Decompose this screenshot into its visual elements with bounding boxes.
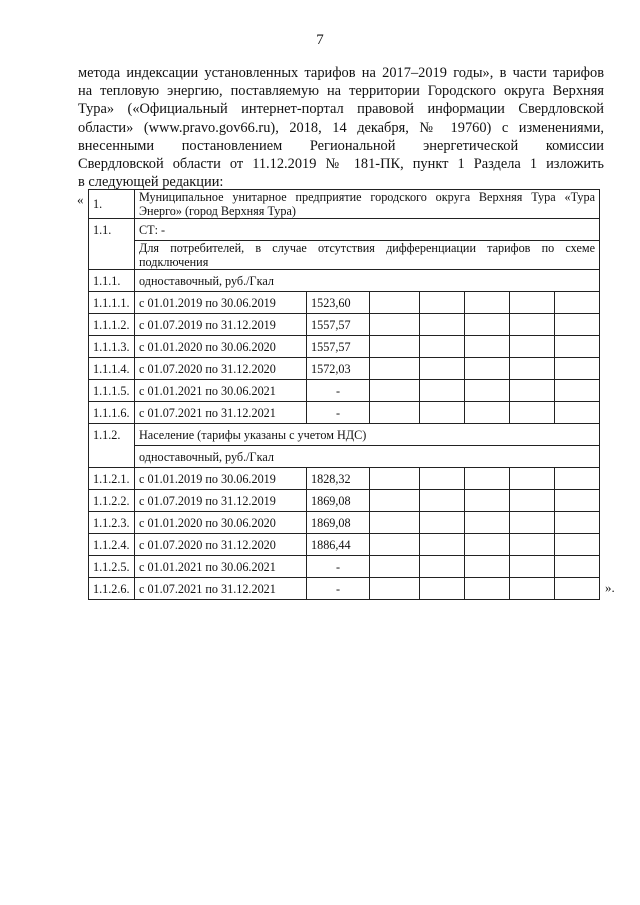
empty-cell <box>465 358 510 380</box>
empty-cell <box>370 314 420 336</box>
empty-cell <box>465 336 510 358</box>
empty-cell <box>555 556 600 578</box>
table-row <box>89 512 600 534</box>
empty-cell <box>370 534 420 556</box>
empty-cell <box>510 578 555 600</box>
tariff-value: - <box>307 578 370 600</box>
intro-paragraph <box>78 64 604 191</box>
intro-line: метода индексации установленных тарифов на 2017–2019 годы», в части тарифов <box>78 65 604 81</box>
quote-open: « <box>77 192 84 207</box>
table-row <box>89 556 600 578</box>
rate-type-label: одноставочный, руб./Гкал <box>135 446 600 468</box>
empty-cell <box>420 534 465 556</box>
empty-cell <box>510 556 555 578</box>
table-row <box>89 336 600 358</box>
empty-cell <box>370 402 420 424</box>
quote-close: ». <box>605 580 615 595</box>
empty-cell <box>420 358 465 380</box>
empty-cell <box>555 578 600 600</box>
empty-cell <box>555 468 600 490</box>
tariff-value: - <box>307 556 370 578</box>
intro-line: на тепловую энергию, поставляемую на территории Городского округа Верхняя <box>78 83 604 100</box>
intro-line: области» (www.pravo.gov66.ru), 2018, 14 декабря, № 19760) с изменениями, <box>78 119 604 136</box>
empty-cell <box>465 578 510 600</box>
empty-cell <box>555 402 600 424</box>
empty-cell <box>510 358 555 380</box>
empty-cell <box>370 578 420 600</box>
period: с 01.07.2021 по 31.12.2021 <box>135 578 307 600</box>
empty-cell <box>370 336 420 358</box>
st-label: СТ: - <box>135 219 600 241</box>
empty-cell <box>555 336 600 358</box>
empty-cell <box>555 512 600 534</box>
row-number: 1.1.2.5. <box>89 556 135 578</box>
tariff-value: 1828,32 <box>307 468 370 490</box>
empty-cell <box>370 380 420 402</box>
period: с 01.01.2021 по 30.06.2021 <box>135 380 307 402</box>
row-number: 1.1.1. <box>89 270 135 292</box>
tariff-table <box>88 189 600 600</box>
intro-line: Свердловской области от 11.12.2019 № 181-ПК, пункт 1 Раздела 1 изложить <box>78 156 604 173</box>
empty-cell <box>420 468 465 490</box>
empty-cell <box>510 490 555 512</box>
period: с 01.07.2020 по 31.12.2020 <box>135 358 307 380</box>
row-number: 1.1.2.1. <box>89 468 135 490</box>
empty-cell <box>465 314 510 336</box>
period: с 01.07.2020 по 31.12.2020 <box>135 534 307 556</box>
empty-cell <box>370 468 420 490</box>
row-number: 1.1.1.3. <box>89 336 135 358</box>
row-number: 1.1.1.4. <box>89 358 135 380</box>
empty-cell <box>555 292 600 314</box>
table-row <box>89 314 600 336</box>
empty-cell <box>510 336 555 358</box>
empty-cell <box>370 292 420 314</box>
row-number: 1.1. <box>89 219 135 270</box>
empty-cell <box>370 358 420 380</box>
intro-line: Тура» («Официальный интернет-портал правовой информации Свердловской <box>78 101 604 118</box>
table-row <box>89 380 600 402</box>
empty-cell <box>510 380 555 402</box>
row-number: 1. <box>89 190 135 219</box>
tariff-value: 1557,57 <box>307 314 370 336</box>
rate-type-label: одноставочный, руб./Гкал <box>135 270 600 292</box>
empty-cell <box>420 402 465 424</box>
table-row <box>89 241 600 270</box>
empty-cell <box>370 512 420 534</box>
row-number: 1.1.1.2. <box>89 314 135 336</box>
empty-cell <box>420 556 465 578</box>
period: с 01.07.2019 по 31.12.2019 <box>135 314 307 336</box>
intro-line: в следующей редакции: <box>78 174 224 191</box>
empty-cell <box>510 512 555 534</box>
table-row <box>89 270 600 292</box>
empty-cell <box>555 490 600 512</box>
table-row <box>89 534 600 556</box>
row-number: 1.1.1.6. <box>89 402 135 424</box>
tariff-value: 1869,08 <box>307 490 370 512</box>
empty-cell <box>555 314 600 336</box>
empty-cell <box>465 490 510 512</box>
empty-cell <box>420 490 465 512</box>
empty-cell <box>420 292 465 314</box>
empty-cell <box>510 534 555 556</box>
tariff-value: 1869,08 <box>307 512 370 534</box>
empty-cell <box>370 556 420 578</box>
empty-cell <box>465 556 510 578</box>
empty-cell <box>465 534 510 556</box>
table-row <box>89 402 600 424</box>
table-row <box>89 468 600 490</box>
period: с 01.01.2021 по 30.06.2021 <box>135 556 307 578</box>
row-number: 1.1.1.1. <box>89 292 135 314</box>
table-row <box>89 424 600 446</box>
intro-line: внесенными постановлением Региональной энергетической комиссии <box>78 137 604 154</box>
tariff-value: 1523,60 <box>307 292 370 314</box>
table-row <box>89 190 600 219</box>
tariff-value: - <box>307 380 370 402</box>
table-row <box>89 358 600 380</box>
period: с 01.07.2019 по 31.12.2019 <box>135 490 307 512</box>
row-number: 1.1.2.2. <box>89 490 135 512</box>
table-row <box>89 446 600 468</box>
period: с 01.07.2021 по 31.12.2021 <box>135 402 307 424</box>
empty-cell <box>510 402 555 424</box>
empty-cell <box>465 380 510 402</box>
empty-cell <box>555 534 600 556</box>
consumers-label: Для потребителей, в случае отсутствия дифференциации тарифов по схеме подключения <box>135 241 600 270</box>
empty-cell <box>420 578 465 600</box>
empty-cell <box>420 380 465 402</box>
empty-cell <box>420 336 465 358</box>
period: с 01.01.2019 по 30.06.2019 <box>135 468 307 490</box>
table-row <box>89 219 600 241</box>
empty-cell <box>420 314 465 336</box>
row-number: 1.1.1.5. <box>89 380 135 402</box>
empty-cell <box>420 512 465 534</box>
empty-cell <box>555 380 600 402</box>
table-row <box>89 292 600 314</box>
tariff-value: 1572,03 <box>307 358 370 380</box>
period: с 01.01.2020 по 30.06.2020 <box>135 512 307 534</box>
organization-name: Муниципальное унитарное предприятие городского округа Верхняя Тура «Тура Энерго» (город Верхняя Тура) <box>135 190 600 219</box>
table-row <box>89 578 600 600</box>
empty-cell <box>510 292 555 314</box>
tariff-value: 1557,57 <box>307 336 370 358</box>
empty-cell <box>465 468 510 490</box>
population-label: Население (тарифы указаны с учетом НДС) <box>135 424 600 446</box>
row-number: 1.1.2.4. <box>89 534 135 556</box>
row-number: 1.1.2.6. <box>89 578 135 600</box>
empty-cell <box>370 490 420 512</box>
table-row <box>89 490 600 512</box>
period: с 01.01.2019 по 30.06.2019 <box>135 292 307 314</box>
empty-cell <box>510 468 555 490</box>
tariff-value: 1886,44 <box>307 534 370 556</box>
row-number: 1.1.2.3. <box>89 512 135 534</box>
empty-cell <box>465 512 510 534</box>
empty-cell <box>465 292 510 314</box>
empty-cell <box>465 402 510 424</box>
period: с 01.01.2020 по 30.06.2020 <box>135 336 307 358</box>
tariff-value: - <box>307 402 370 424</box>
empty-cell <box>510 314 555 336</box>
row-number: 1.1.2. <box>89 424 135 468</box>
page-number: 7 <box>316 32 324 48</box>
empty-cell <box>555 358 600 380</box>
